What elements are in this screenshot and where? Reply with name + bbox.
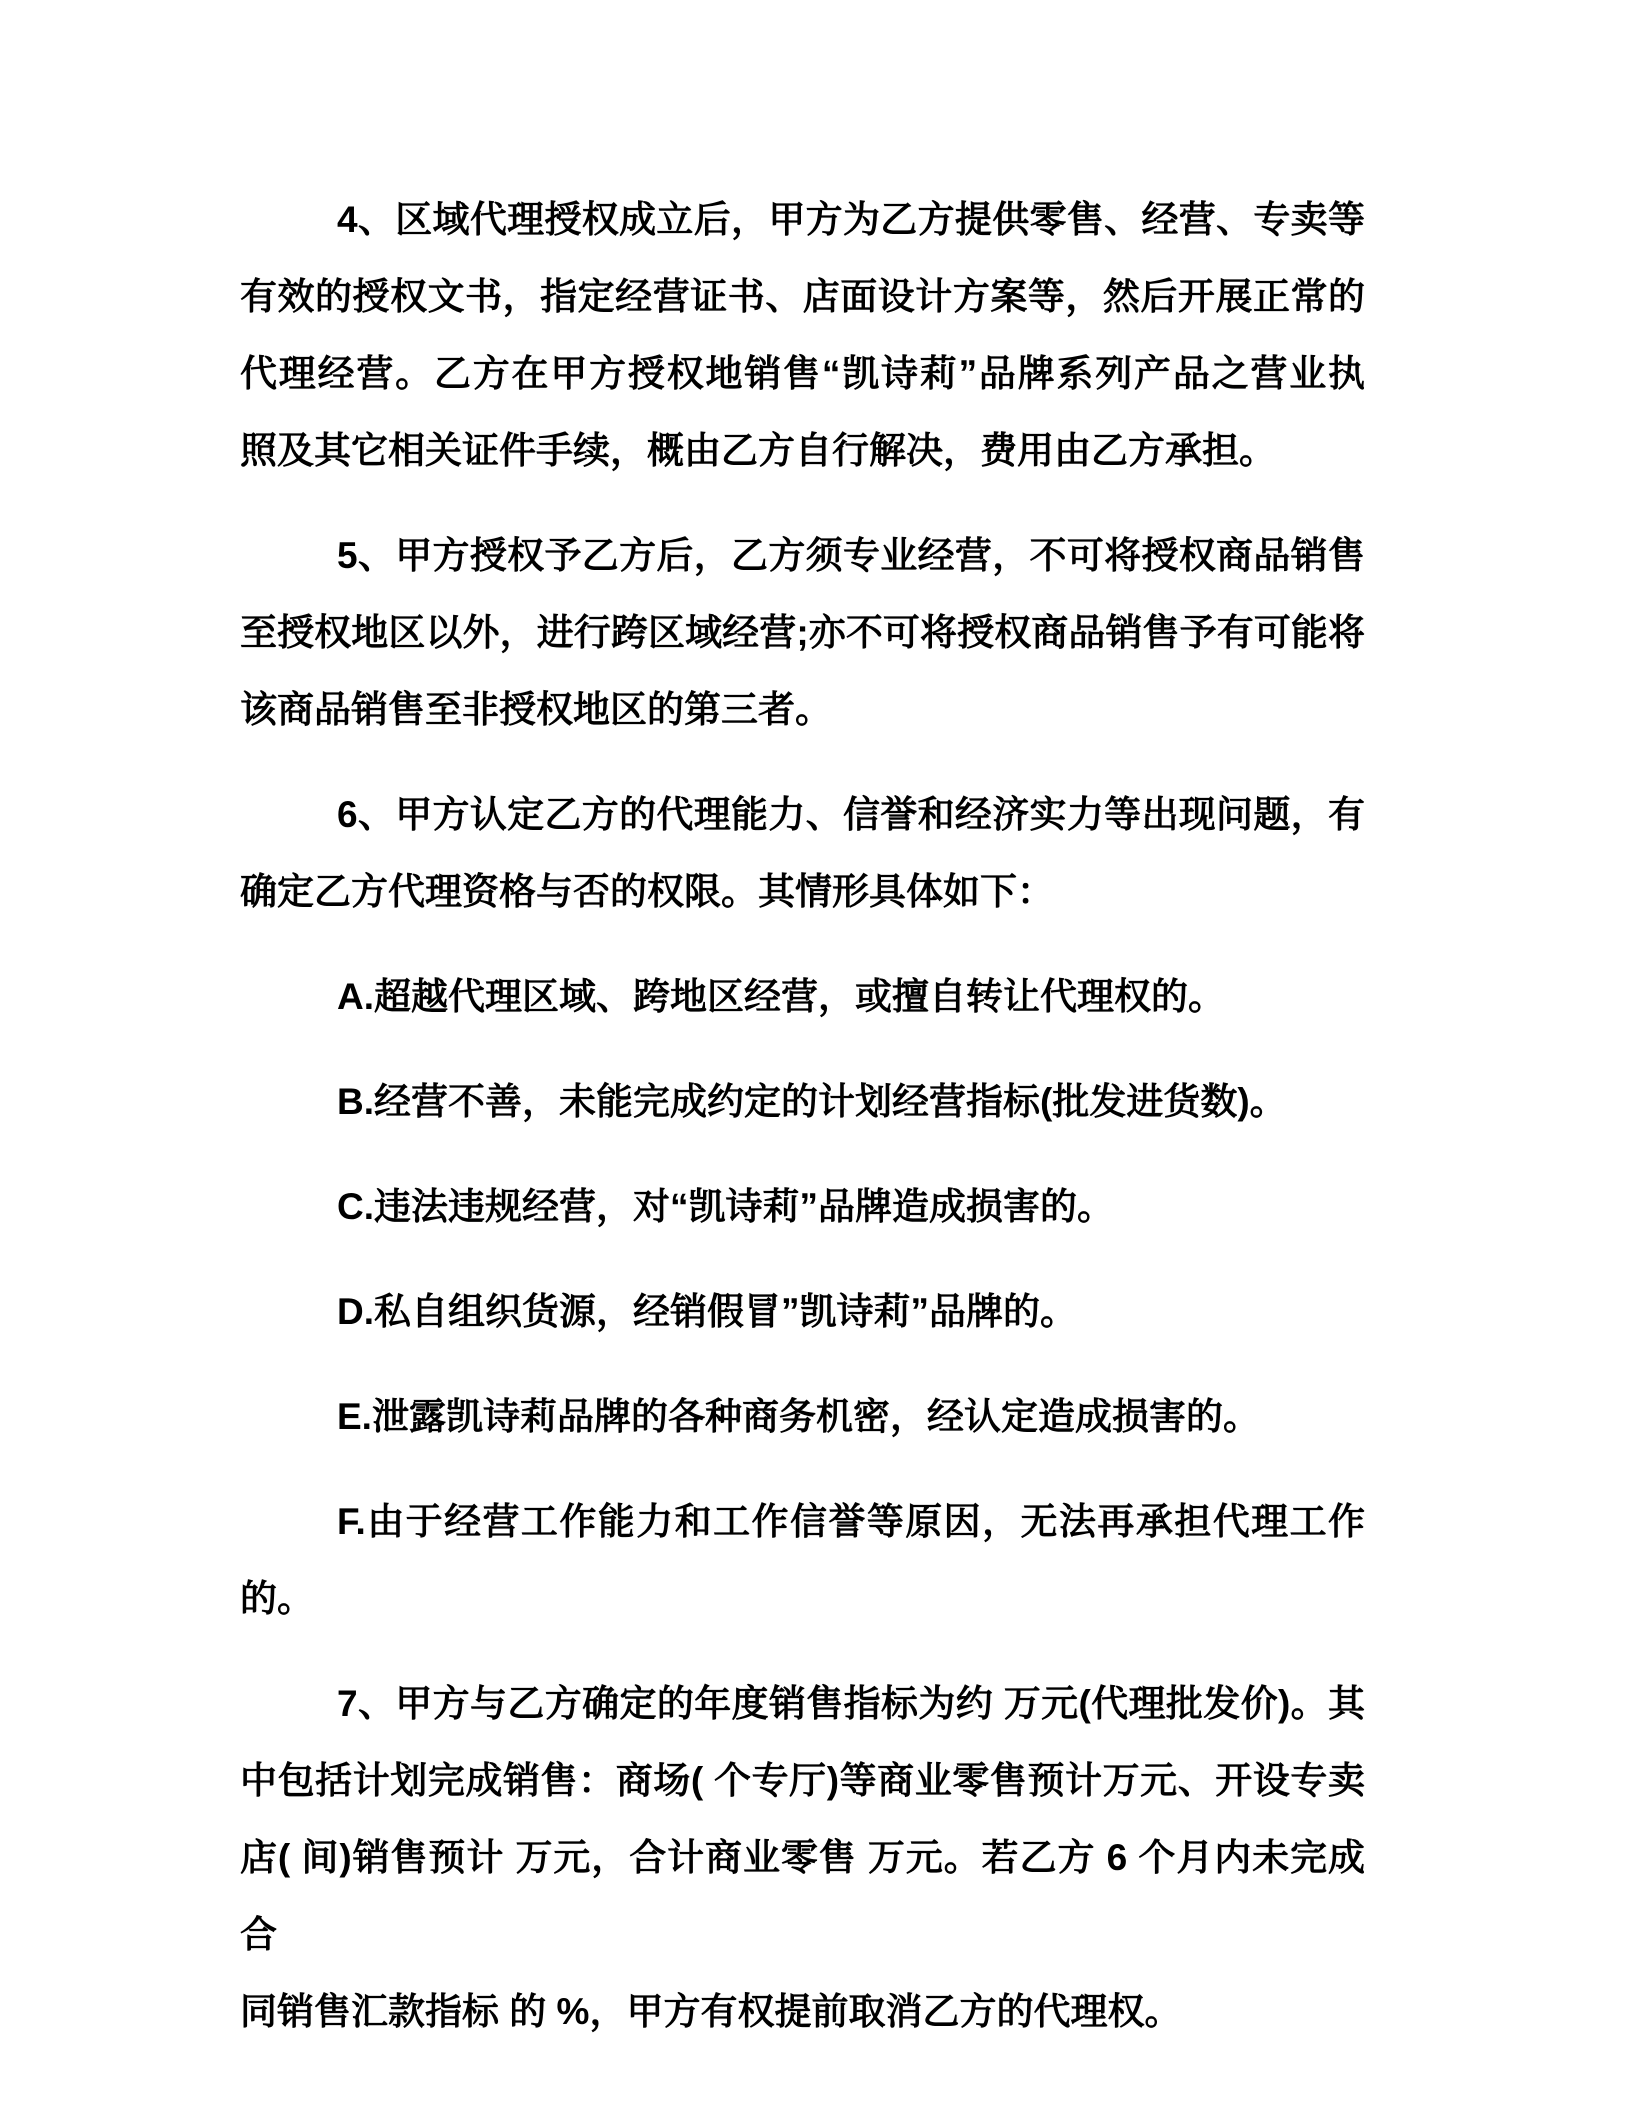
text-line: B.经营不善，未能完成约定的计划经营指标(批发进货数)。 bbox=[337, 1081, 1287, 1122]
text-line: A.超越代理区域、跨地区经营，或擅自转让代理权的。 bbox=[337, 976, 1225, 1017]
paragraph bbox=[240, 1483, 1365, 1637]
text-line: 至授权地区以外，进行跨区域经营;亦不可将授权商品销售予有可能将 bbox=[240, 612, 1365, 653]
document-content bbox=[240, 181, 1365, 2050]
paragraph bbox=[240, 776, 1365, 930]
text-line: 该商品销售至非授权地区的第三者。 bbox=[240, 689, 832, 730]
text-line: E.泄露凯诗莉品牌的各种商务机密，经认定造成损害的。 bbox=[337, 1396, 1260, 1437]
paragraph bbox=[240, 181, 1365, 489]
text-line: 7、甲方与乙方确定的年度销售指标为约 万元(代理批发价)。其 bbox=[337, 1683, 1365, 1724]
paragraph bbox=[240, 1168, 1365, 1245]
text-line: D.私自组织货源，经销假冒”凯诗莉”品牌的。 bbox=[337, 1291, 1077, 1332]
text-line: 确定乙方代理资格与否的权限。其情形具体如下： bbox=[240, 871, 1054, 912]
text-line: 4、区域代理授权成立后，甲方为乙方提供零售、经营、专卖等 bbox=[337, 199, 1365, 240]
text-line: 中包括计划完成销售：商场( 个专厅)等商业零售预计万元、开设专卖 bbox=[240, 1760, 1365, 1801]
paragraph bbox=[240, 1063, 1365, 1140]
text-line: 同销售汇款指标 的 %，甲方有权提前取消乙方的代理权。 bbox=[240, 1991, 1182, 2032]
paragraph bbox=[240, 1378, 1365, 1455]
text-line: 照及其它相关证件手续，概由乙方自行解决，费用由乙方承担。 bbox=[240, 430, 1276, 471]
text-line: 5、甲方授权予乙方后，乙方须专业经营，不可将授权商品销售 bbox=[337, 535, 1365, 576]
text-line: 有效的授权文书，指定经营证书、店面设计方案等，然后开展正常的 bbox=[240, 276, 1365, 317]
text-line: C.违法违规经营，对“凯诗莉”品牌造成损害的。 bbox=[337, 1186, 1114, 1227]
paragraph bbox=[240, 958, 1365, 1035]
paragraph bbox=[240, 1273, 1365, 1350]
text-line: F.由于经营工作能力和工作信誉等原因，无法再承担代理工作的。 bbox=[240, 1501, 1365, 1619]
text-line: 6、甲方认定乙方的代理能力、信誉和经济实力等出现问题，有 bbox=[337, 794, 1365, 835]
paragraph bbox=[240, 517, 1365, 748]
paragraph bbox=[240, 1665, 1365, 2050]
text-line: 代理经营。乙方在甲方授权地销售“凯诗莉”品牌系列产品之营业执 bbox=[240, 353, 1365, 394]
text-line: 店( 间)销售预计 万元，合计商业零售 万元。若乙方 6 个月内未完成合 bbox=[240, 1837, 1365, 1955]
